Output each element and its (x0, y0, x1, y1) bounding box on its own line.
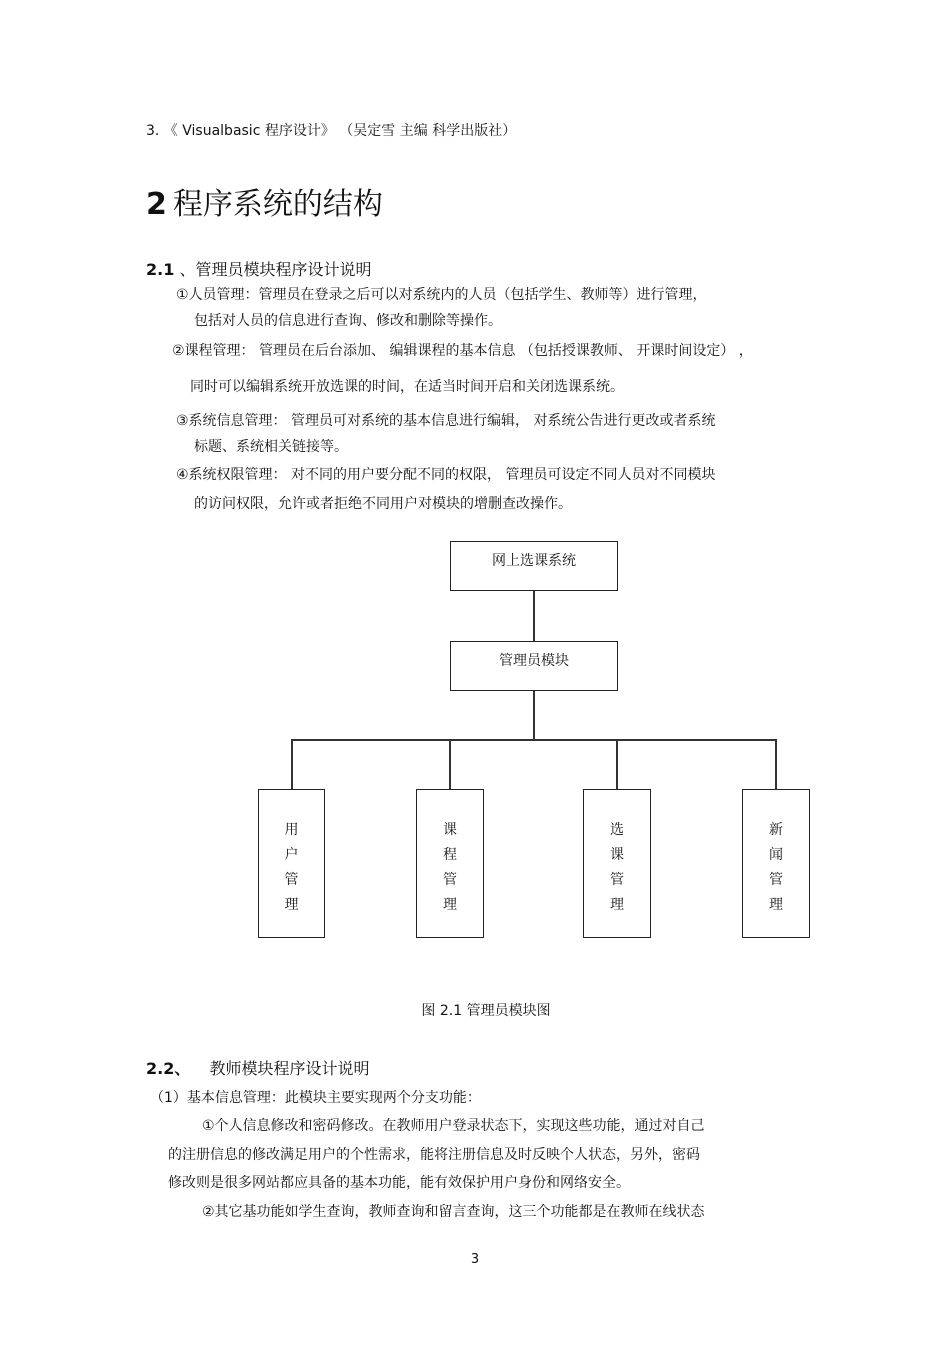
leaf-4-char-3: 管 (769, 871, 783, 888)
connector-root-middle (533, 591, 535, 641)
leaf-news-management (742, 789, 810, 938)
leaf-2-char-3: 管 (443, 871, 457, 888)
connector-leaf-3 (616, 739, 618, 789)
body-line-4: 修改则是很多网站都应具备的基本功能，能有效保护用户身份和网络安全。 (168, 1175, 630, 1191)
item-3-line-1: ③系统信息管理： 管理员可对系统的基本信息进行编辑， 对系统公告进行更改或者系统 (176, 413, 716, 429)
chapter-title: 程序系统的结构 (172, 187, 383, 222)
leaf-3-char-3: 管 (610, 871, 624, 888)
section-2-1-title: 、管理员模块程序设计说明 (179, 260, 372, 279)
leaf-1-char-1: 用 (284, 821, 299, 838)
item-4-line-2: 的访问权限，允许或者拒绝不同用户对模块的增删查改操作。 (194, 496, 572, 512)
root-node-label: 网上选课系统 (492, 553, 576, 569)
connector-leaf-4 (775, 739, 777, 789)
leaf-2-char-4: 理 (443, 896, 457, 913)
section-2-1-number: 2.1 (146, 260, 175, 279)
body-line-1: （1）基本信息管理：此模块主要实现两个分支功能： (150, 1090, 481, 1106)
leaf-2-char-1: 课 (443, 821, 457, 838)
leaf-1-char-2: 户 (284, 846, 299, 863)
item-2-line-2: 同时可以编辑系统开放选课的时间，在适当时间开启和关闭选课系统。 (190, 379, 624, 395)
chapter-number: 2 (146, 187, 167, 222)
body-line-2: ①个人信息修改和密码修改。在教师用户登录状态下，实现这些功能，通过对自己 (202, 1118, 705, 1134)
item-1-line-1: ①人员管理：管理员在登录之后可以对系统内的人员（包括学生、教师等）进行管理， (176, 287, 707, 303)
leaf-4-char-1: 新 (769, 821, 783, 838)
leaf-4-char-4: 理 (769, 896, 783, 913)
section-2-2-title: 教师模块程序设计说明 (209, 1059, 370, 1078)
section-2-2-heading (146, 1059, 369, 1079)
reference-line: 3. 《 Visualbasic 程序设计》 （吴定雪 主编 科学出版社） (146, 123, 517, 139)
item-3-line-2: 标题、系统相关链接等。 (194, 439, 348, 455)
connector-leaf-2 (449, 739, 451, 789)
leaf-user-management (258, 789, 325, 938)
connector-leaf-1 (291, 739, 293, 789)
connector-bus (291, 739, 777, 741)
leaf-3-char-2: 课 (610, 846, 624, 863)
page-number: 3 (470, 1252, 480, 1267)
middle-node (450, 641, 618, 691)
leaf-1-char-4: 理 (284, 896, 299, 913)
leaf-selection-management (583, 789, 651, 938)
item-1-line-2: 包括对人员的信息进行查询、修改和删除等操作。 (194, 313, 502, 329)
leaf-3-char-4: 理 (610, 896, 624, 913)
body-line-5: ②其它基功能如学生查询，教师查询和留言查询，这三个功能都是在教师在线状态 (202, 1204, 705, 1220)
leaf-4-char-2: 闻 (769, 846, 783, 863)
leaf-3-char-1: 选 (610, 821, 624, 838)
figure-caption: 图 2.1 管理员模块图 (421, 1003, 551, 1019)
leaf-1-char-3: 管 (284, 871, 299, 888)
leaf-course-management (416, 789, 484, 938)
item-4-line-1: ④系统权限管理： 对不同的用户要分配不同的权限， 管理员可设定不同人员对不同模块 (176, 467, 716, 483)
chapter-heading (146, 186, 383, 224)
connector-middle-bus (533, 691, 535, 740)
middle-node-label: 管理员模块 (499, 653, 569, 669)
section-2-2-number: 2.2、 (146, 1059, 191, 1078)
body-line-3: 的注册信息的修改满足用户的个性需求，能将注册信息及时反映个人状态，另外，密码 (168, 1147, 700, 1163)
item-2-line-1: ②课程管理： 管理员在后台添加、 编辑课程的基本信息 （包括授课教师、 开课时间设定） ， (172, 343, 753, 359)
root-node (450, 541, 618, 591)
section-2-1-heading (146, 260, 371, 280)
leaf-2-char-2: 程 (443, 846, 457, 863)
